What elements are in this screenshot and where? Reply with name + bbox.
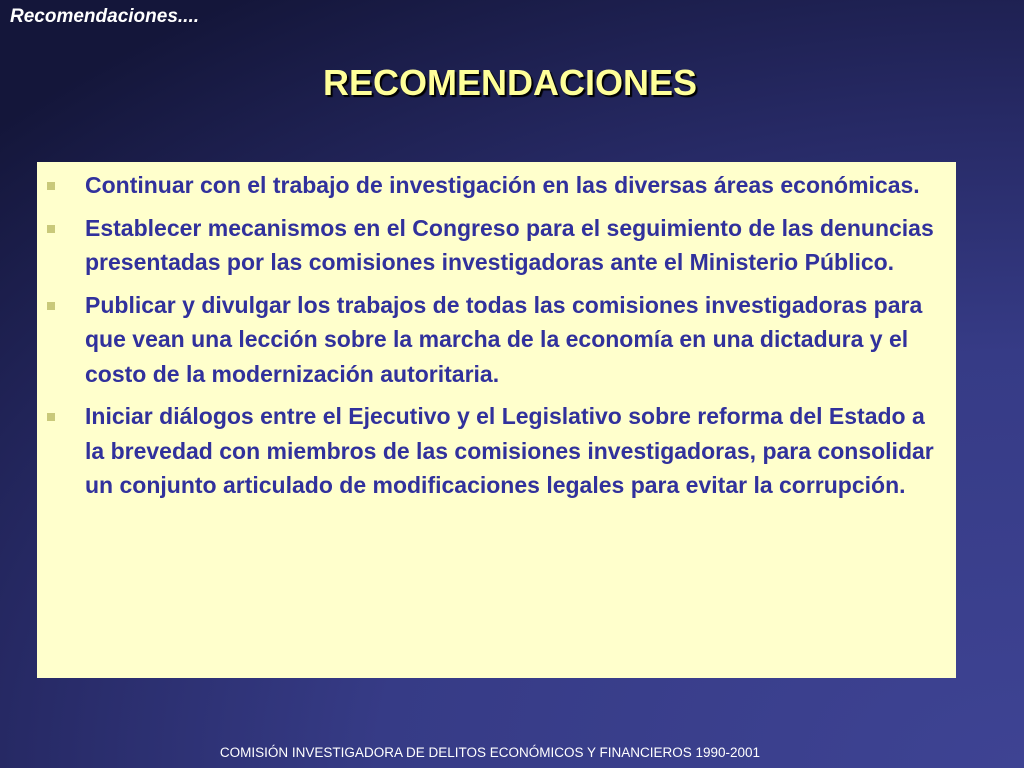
square-bullet-icon bbox=[47, 225, 55, 233]
list-item-text: Establecer mecanismos en el Congreso para el seguimiento de las denuncias presentadas por las comisiones investigadoras ante el Ministerio Público. bbox=[85, 214, 934, 275]
recommendations-list bbox=[47, 168, 936, 503]
square-bullet-icon bbox=[47, 302, 55, 310]
footer-text: COMISIÓN INVESTIGADORA DE DELITOS ECONÓMICOS Y FINANCIEROS 1990-2001 bbox=[219, 745, 761, 760]
list-item-text: Iniciar diálogos entre el Ejecutivo y el Legislativo sobre reforma del Estado a la brevedad con miembros de las comisiones investigadoras, para consolidar un conjunto articulado de modificaciones legales para evitar la corrupción. bbox=[85, 403, 934, 498]
list-item-text: Continuar con el trabajo de investigación en las diversas áreas económicas. bbox=[85, 172, 920, 198]
slide-header-label: Recomendaciones.... bbox=[10, 6, 200, 27]
list-item bbox=[47, 288, 936, 392]
list-item bbox=[47, 211, 936, 280]
list-item bbox=[47, 399, 936, 503]
content-box bbox=[37, 162, 956, 678]
slide-title: RECOMENDACIONES bbox=[322, 62, 698, 103]
list-item bbox=[47, 168, 936, 203]
square-bullet-icon bbox=[47, 182, 55, 190]
list-item-text: Publicar y divulgar los trabajos de todas las comisiones investigadoras para que vean una lección sobre la marcha de la economía en una dictadura y el costo de la modernización autoritaria. bbox=[85, 291, 923, 387]
square-bullet-icon bbox=[47, 413, 55, 421]
